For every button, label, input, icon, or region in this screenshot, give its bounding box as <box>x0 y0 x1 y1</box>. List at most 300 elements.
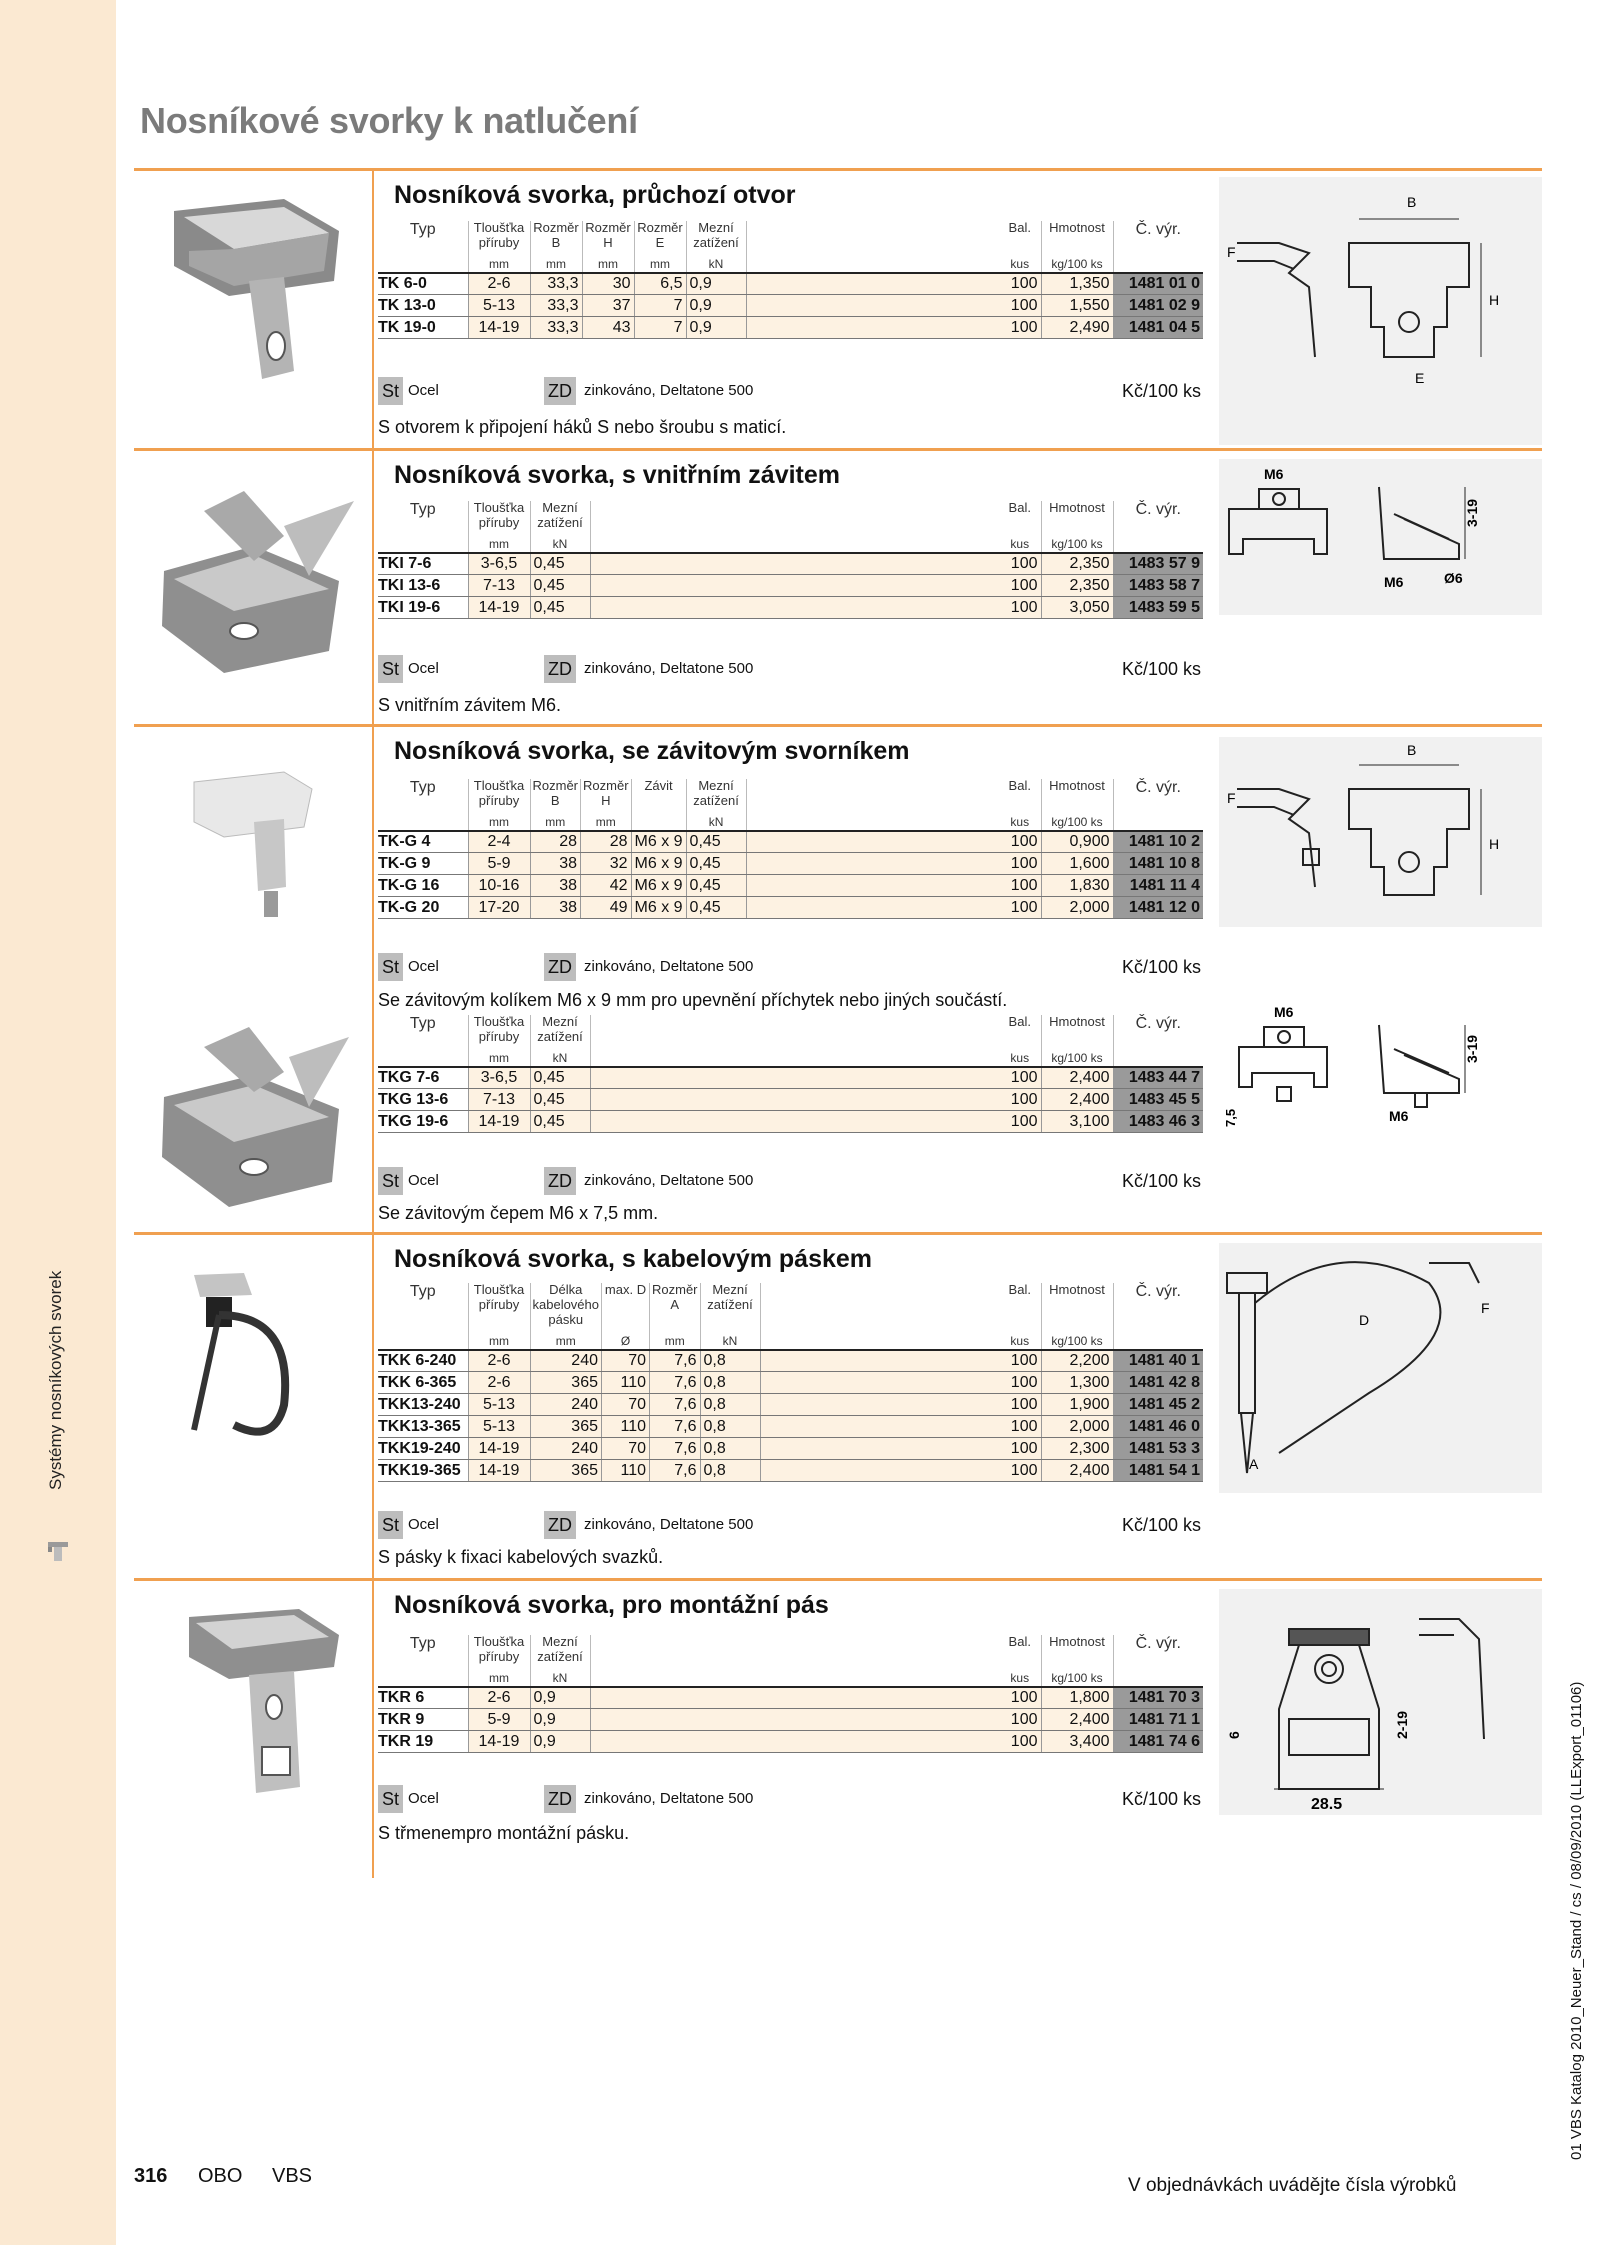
table-cell: M6 x 9 <box>631 875 686 897</box>
col-mezni: Mezní zatížení <box>700 1283 760 1328</box>
product-photo-tk <box>134 171 372 411</box>
table-cell: 1,300 <box>1041 1372 1113 1394</box>
table-cell: 28 <box>530 831 581 853</box>
material-row: St Ocel ZD zinkováno, Deltatone 500 Kč/100 ks <box>378 655 1203 683</box>
table-cell: 7-13 <box>468 1089 530 1111</box>
table-cell: 365 <box>530 1372 602 1394</box>
table-cell: 33,3 <box>530 273 582 295</box>
col-max-d: max. D <box>602 1283 650 1328</box>
section-note: S vnitřním závitem M6. <box>378 695 562 715</box>
product-type: TK 19-0 <box>378 317 468 339</box>
col-tloustka: Tloušťka příruby <box>468 1635 530 1665</box>
table-cell: 2,300 <box>1041 1438 1113 1460</box>
order-number: 1481 10 2 <box>1113 831 1203 853</box>
table-cell: 100 <box>999 1416 1041 1438</box>
table-row <box>378 1687 1203 1709</box>
material-row: St Ocel ZD zinkováno, Deltatone 500 Kč/100 ks <box>378 1785 1203 1813</box>
table-cell: 0,45 <box>530 1111 590 1133</box>
table-row <box>378 575 1203 597</box>
table-cell: 100 <box>999 875 1041 897</box>
section-note: Se závitovým kolíkem M6 x 9 mm pro upevnění příchytek nebo jiných součástí. <box>378 990 1008 1010</box>
table-cell: 0,45 <box>530 553 590 575</box>
product-type: TKK19-365 <box>378 1460 468 1482</box>
product-type: TKK13-365 <box>378 1416 468 1438</box>
table-row <box>378 273 1203 295</box>
section-note: S pásky k fixaci kabelových svazků. <box>378 1547 664 1567</box>
section-cable-tie <box>134 1232 1542 1578</box>
col-cvyr: Č. výr. <box>1135 1283 1181 1300</box>
svg-text:6: 6 <box>1226 1731 1242 1739</box>
table-cell: 33,3 <box>530 317 582 339</box>
table-cell: 110 <box>602 1416 650 1438</box>
table-cell: 100 <box>999 1067 1041 1089</box>
table-cell: 1,830 <box>1041 875 1113 897</box>
order-number: 1481 01 0 <box>1113 273 1203 295</box>
zd-badge: ZD <box>544 655 576 683</box>
table-cell: 7,6 <box>650 1394 701 1416</box>
table-cell: M6 x 9 <box>631 853 686 875</box>
svg-text:2-19: 2-19 <box>1394 1710 1410 1739</box>
table-cell: 100 <box>999 831 1041 853</box>
col-tloustka: Tloušťka příruby <box>468 1283 530 1328</box>
product-photo-tkr <box>134 1587 372 1817</box>
table-cell: 0,45 <box>686 831 746 853</box>
table-cell: M6 x 9 <box>631 897 686 919</box>
table-cell: M6 x 9 <box>631 831 686 853</box>
table-cell: 0,45 <box>686 897 746 919</box>
svg-text:M6: M6 <box>1384 574 1404 590</box>
table-cell: 365 <box>530 1416 602 1438</box>
table-row <box>378 1394 1203 1416</box>
col-hmotnost: Hmotnost <box>1041 1015 1113 1045</box>
product-type: TKI 19-6 <box>378 597 468 619</box>
col-bal: Bal. <box>999 1283 1041 1328</box>
product-type: TKI 13-6 <box>378 575 468 597</box>
table-cell: 3,050 <box>1041 597 1113 619</box>
table-row <box>378 1067 1203 1089</box>
sidebar-band <box>0 0 116 2245</box>
table-row <box>378 1460 1203 1482</box>
table-cell: 14-19 <box>468 1731 530 1753</box>
table-cell: 2,400 <box>1041 1089 1113 1111</box>
section-note: S otvorem k připojení háků S nebo šroubu s maticí. <box>378 417 787 437</box>
svg-text:D: D <box>1359 1312 1370 1328</box>
table-cell: 2,400 <box>1041 1067 1113 1089</box>
section-title: Nosníková svorka, pro montážní pás <box>394 1591 829 1619</box>
table-cell: 2,350 <box>1041 553 1113 575</box>
table-cell: 0,45 <box>686 853 746 875</box>
table-cell: 100 <box>999 1438 1041 1460</box>
table-cell: 2-6 <box>468 1350 530 1372</box>
table-row <box>378 1111 1203 1133</box>
table-cell: 7,6 <box>650 1350 701 1372</box>
page-title: Nosníkové svorky k natlučení <box>140 100 638 141</box>
order-number: 1481 54 1 <box>1113 1460 1203 1482</box>
table-cell: 0,45 <box>530 1089 590 1111</box>
price-unit: Kč/100 ks <box>1121 1515 1201 1535</box>
table-cell: 2,400 <box>1041 1709 1113 1731</box>
product-type: TK 6-0 <box>378 273 468 295</box>
col-tloustka: Tloušťka příruby <box>468 1015 530 1045</box>
svg-text:M6: M6 <box>1274 1004 1294 1020</box>
table-cell: 0,900 <box>1041 831 1113 853</box>
product-type: TKK 6-365 <box>378 1372 468 1394</box>
col-rozmer-b: Rozměr B <box>530 779 581 809</box>
order-number: 1481 42 8 <box>1113 1372 1203 1394</box>
col-cvyr: Č. výr. <box>1135 1015 1181 1032</box>
table-cell: 100 <box>999 295 1041 317</box>
table-cell: 365 <box>530 1460 602 1482</box>
product-type: TKR 19 <box>378 1731 468 1753</box>
table-row <box>378 295 1203 317</box>
technical-drawing-tkg-stud <box>1219 997 1542 1159</box>
col-hmotnost: Hmotnost <box>1041 1283 1113 1328</box>
table-cell: 70 <box>602 1350 650 1372</box>
table-cell: 100 <box>999 1709 1041 1731</box>
price-unit: Kč/100 ks <box>1121 1171 1201 1191</box>
table-cell: 100 <box>999 1731 1041 1753</box>
table-cell: 3-6,5 <box>468 553 530 575</box>
table-cell: 3-6,5 <box>468 1067 530 1089</box>
table-row <box>378 875 1203 897</box>
col-bal: Bal. <box>999 221 1041 251</box>
col-delka: Délka kabelového pásku <box>530 1283 602 1328</box>
table-cell: 1,900 <box>1041 1394 1113 1416</box>
table-cell: 0,45 <box>530 575 590 597</box>
table-cell: 0,8 <box>700 1394 760 1416</box>
table-cell: 38 <box>530 897 581 919</box>
order-number: 1481 46 0 <box>1113 1416 1203 1438</box>
product-type: TKG 19-6 <box>378 1111 468 1133</box>
table-cell: 3,400 <box>1041 1731 1113 1753</box>
col-cvyr: Č. výr. <box>1135 501 1181 518</box>
table-cell: 70 <box>602 1394 650 1416</box>
table-row <box>378 597 1203 619</box>
table-cell: 1,800 <box>1041 1687 1113 1709</box>
table-cell: 5-13 <box>468 1394 530 1416</box>
product-type: TKR 9 <box>378 1709 468 1731</box>
order-number: 1481 10 8 <box>1113 853 1203 875</box>
zd-badge: ZD <box>544 377 576 405</box>
table-cell: 2-4 <box>468 831 530 853</box>
spec-table: Typ Tloušťka příruby Mezní zatížení Bal. Hmotnost Č. výr. mm kN kus kg/100 ks TKR 6 2-6 0,9 100 1,800 1481 70 3 TKR 9 5-9 0,9 100 2,400 1481 71 1 TKR 19 14-19 0,9 100 3,400 1481 74 6 <box>378 1635 1203 1753</box>
table-cell: 2-6 <box>468 273 530 295</box>
section-title: Nosníková svorka, průchozí otvor <box>394 181 796 209</box>
table-cell: 3,100 <box>1041 1111 1113 1133</box>
table-cell: 100 <box>999 1372 1041 1394</box>
col-rozmer-b: Rozměr B <box>530 221 582 251</box>
table-row <box>378 1089 1203 1111</box>
order-number: 1481 74 6 <box>1113 1731 1203 1753</box>
technical-drawing-tkg <box>1219 737 1542 927</box>
section-threaded-stud <box>134 724 1542 1232</box>
order-number: 1483 58 7 <box>1113 575 1203 597</box>
table-cell: 0,45 <box>530 1067 590 1089</box>
table-cell: 100 <box>999 575 1041 597</box>
table-cell: 100 <box>999 1394 1041 1416</box>
svg-text:B: B <box>1407 194 1417 210</box>
order-number: 1481 70 3 <box>1113 1687 1203 1709</box>
table-cell: 100 <box>999 1111 1041 1133</box>
table-cell: 100 <box>999 1687 1041 1709</box>
price-unit: Kč/100 ks <box>1121 957 1201 977</box>
page-number: 316 <box>134 2165 168 2187</box>
svg-text:7,5: 7,5 <box>1223 1108 1238 1127</box>
table-cell: 7,6 <box>650 1460 701 1482</box>
product-photo-tkg <box>134 727 372 927</box>
table-cell: 0,9 <box>530 1709 590 1731</box>
col-typ: Typ <box>378 1015 468 1045</box>
table-cell: 0,8 <box>700 1416 760 1438</box>
table-cell: 1,350 <box>1041 273 1113 295</box>
col-typ: Typ <box>378 779 468 809</box>
table-cell: 1,600 <box>1041 853 1113 875</box>
col-tloustka: Tloušťka příruby <box>468 221 530 251</box>
order-number: 1481 71 1 <box>1113 1709 1203 1731</box>
sidebar-text: Systémy nosníkových svorek <box>46 1270 65 1490</box>
table-cell: 240 <box>530 1438 602 1460</box>
material-row: St Ocel ZD zinkováno, Deltatone 500 Kč/100 ks <box>378 953 1203 981</box>
svg-text:H: H <box>1489 836 1500 852</box>
table-cell: 32 <box>581 853 632 875</box>
table-cell: 7-13 <box>468 575 530 597</box>
table-cell: 0,9 <box>686 273 746 295</box>
order-number: 1483 46 3 <box>1113 1111 1203 1133</box>
table-row <box>378 1372 1203 1394</box>
table-cell: 5-9 <box>468 853 530 875</box>
zd-badge: ZD <box>544 1785 576 1813</box>
table-cell: 14-19 <box>468 1460 530 1482</box>
table-cell: 2,000 <box>1041 897 1113 919</box>
table-row <box>378 1416 1203 1438</box>
table-cell: 100 <box>999 273 1041 295</box>
section-title: Nosníková svorka, se závitovým svorníkem <box>394 737 910 765</box>
product-photo-tkk <box>134 1255 372 1455</box>
table-cell: 5-9 <box>468 1709 530 1731</box>
col-typ: Typ <box>378 1283 468 1328</box>
product-type: TKG 7-6 <box>378 1067 468 1089</box>
table-cell: 0,9 <box>686 317 746 339</box>
svg-text:28.5: 28.5 <box>1311 1796 1343 1813</box>
spec-table: Typ Tloušťka příruby Rozměr B Rozměr H Rozměr E Mezní zatížení Bal. Hmotnost Č. výr. mm mm mm mm kN kus kg/100 ks TK 6-0 2-6 33,3 30 6,5 0,9 100 1,350 1481 01 0 TK 13-0 5-13 33,3 37 7 0,9 100 1,550 1481 02 9 TK 19-0 14-19 33,3 43 7 0,9 100 2,490 1481 04 5 <box>378 221 1203 339</box>
st-badge: St <box>378 953 403 981</box>
table-cell: 2,490 <box>1041 317 1113 339</box>
section-mounting-strip <box>134 1578 1542 1878</box>
footer-brand: OBO <box>198 2165 243 2187</box>
table-cell: 33,3 <box>530 295 582 317</box>
order-number: 1481 40 1 <box>1113 1350 1203 1372</box>
table-cell: 240 <box>530 1394 602 1416</box>
table-cell: 14-19 <box>468 1111 530 1133</box>
product-type: TKI 7-6 <box>378 553 468 575</box>
table-cell: 0,8 <box>700 1438 760 1460</box>
svg-text:B: B <box>1407 742 1417 758</box>
table-cell: 10-16 <box>468 875 530 897</box>
table-cell: 5-13 <box>468 295 530 317</box>
table-cell: 0,45 <box>686 875 746 897</box>
col-typ: Typ <box>378 501 468 531</box>
col-bal: Bal. <box>999 501 1041 531</box>
col-tloustka: Tloušťka příruby <box>468 779 530 809</box>
col-bal: Bal. <box>999 779 1041 809</box>
table-cell: 240 <box>530 1350 602 1372</box>
table-row <box>378 897 1203 919</box>
svg-text:F: F <box>1227 790 1236 806</box>
table-cell: 7,6 <box>650 1372 701 1394</box>
footer-order-hint: V objednávkách uvádějte čísla výrobků <box>1128 2175 1457 2196</box>
order-number: 1481 02 9 <box>1113 295 1203 317</box>
table-row <box>378 853 1203 875</box>
table-cell: 70 <box>602 1438 650 1460</box>
price-unit: Kč/100 ks <box>1121 381 1201 401</box>
side-code: 01 VBS Katalog 2010_Neuer_Stand / cs / 08/09/2010 (LLExport_01106) <box>1568 1681 1585 2160</box>
order-number: 1481 45 2 <box>1113 1394 1203 1416</box>
svg-text:Ø6: Ø6 <box>1444 570 1463 586</box>
table-cell: 100 <box>999 553 1041 575</box>
material-row-2: St Ocel ZD zinkováno, Deltatone 500 Kč/100 ks <box>378 1167 1203 1195</box>
order-number: 1481 12 0 <box>1113 897 1203 919</box>
table-cell: 14-19 <box>468 597 530 619</box>
material-row: St Ocel ZD zinkováno, Deltatone 500 Kč/100 ks <box>378 1511 1203 1539</box>
section-title: Nosníková svorka, s kabelovým páskem <box>394 1245 873 1273</box>
technical-drawing-tkr <box>1219 1589 1542 1815</box>
zd-badge: ZD <box>544 1167 576 1195</box>
table-cell: 110 <box>602 1372 650 1394</box>
zd-badge: ZD <box>544 953 576 981</box>
col-zavit: Závit <box>631 779 686 809</box>
price-unit: Kč/100 ks <box>1121 1789 1201 1809</box>
st-badge: St <box>378 1785 403 1813</box>
col-hmotnost: Hmotnost <box>1041 779 1113 809</box>
table-cell: 49 <box>581 897 632 919</box>
product-type: TK-G 16 <box>378 875 468 897</box>
material-row: St Ocel ZD zinkováno, Deltatone 500 Kč/100 ks <box>378 377 1203 405</box>
table-row <box>378 553 1203 575</box>
svg-text:F: F <box>1227 244 1236 260</box>
col-rozmer-h: Rozměr H <box>581 779 632 809</box>
section-title: Nosníková svorka, s vnitřním závitem <box>394 461 841 489</box>
price-unit: Kč/100 ks <box>1121 659 1201 679</box>
table-row <box>378 1731 1203 1753</box>
svg-text:A: A <box>1249 1456 1259 1472</box>
technical-drawing-tki <box>1219 459 1542 615</box>
svg-text:M6: M6 <box>1389 1108 1409 1124</box>
order-number: 1483 57 9 <box>1113 553 1203 575</box>
order-number: 1483 45 5 <box>1113 1089 1203 1111</box>
product-type: TK-G 20 <box>378 897 468 919</box>
table-cell: 100 <box>999 1089 1041 1111</box>
col-bal: Bal. <box>999 1015 1041 1045</box>
table-cell: 17-20 <box>468 897 530 919</box>
product-type: TK-G 9 <box>378 853 468 875</box>
table-row <box>378 1350 1203 1372</box>
col-typ: Typ <box>378 221 468 251</box>
spec-table-2: Typ Tloušťka příruby Mezní zatížení Bal. Hmotnost Č. výr. mm kN kus kg/100 ks TKG 7-6 3-6,5 0,45 100 2,400 1483 44 7 TKG 13-6 7-13 0,45 100 2,400 1483 45 5 TKG 19-6 14-19 0,45 100 3,100 1483 46 3 <box>378 1015 1203 1133</box>
col-mezni: Mezní zatížení <box>686 221 746 251</box>
col-mezni: Mezní zatížení <box>686 779 746 809</box>
col-mezni: Mezní zatížení <box>530 1015 590 1045</box>
product-type: TKR 6 <box>378 1687 468 1709</box>
product-photo-tki <box>134 451 372 691</box>
table-cell: 0,9 <box>530 1687 590 1709</box>
table-cell: 7,6 <box>650 1416 701 1438</box>
technical-drawing-tk <box>1219 177 1542 445</box>
col-rozmer-h: Rozměr H <box>582 221 634 251</box>
table-cell: 2-6 <box>468 1687 530 1709</box>
table-cell: 2,200 <box>1041 1350 1113 1372</box>
table-cell: 2,000 <box>1041 1416 1113 1438</box>
table-cell: 2,400 <box>1041 1460 1113 1482</box>
clamp-icon <box>46 1538 72 1564</box>
spec-table: Typ Tloušťka příruby Mezní zatížení Bal. Hmotnost Č. výr. mm kN kus kg/100 ks TKI 7-6 3-6,5 0,45 100 2,350 1483 57 9 TKI 13-6 7-13 0,45 100 2,350 1483 58 7 TKI 19-6 14-19 0,45 100 3,050 1483 59 5 <box>378 501 1203 619</box>
table-cell: 2,350 <box>1041 575 1113 597</box>
svg-text:H: H <box>1489 292 1500 308</box>
section-note-2: Se závitovým čepem M6 x 7,5 mm. <box>378 1203 659 1223</box>
table-cell: 7 <box>634 295 686 317</box>
table-cell: 38 <box>530 853 581 875</box>
col-cvyr: Č. výr. <box>1135 221 1181 238</box>
table-cell: 43 <box>582 317 634 339</box>
col-mezni: Mezní zatížení <box>530 1635 590 1665</box>
product-type: TK-G 4 <box>378 831 468 853</box>
table-cell: 0,45 <box>530 597 590 619</box>
spec-table: Typ Tloušťka příruby Rozměr B Rozměr H Závit Mezní zatížení Bal. Hmotnost Č. výr. mm mm mm kN kus kg/100 ks TK-G 4 2-4 28 28 M6 x 9 0,45 100 0,900 1481 10 2 TK-G 9 5-9 38 32 M6 x 9 0,45 100 1,600 1481 10 8 TK-G 16 10-16 38 42 M6 x 9 0,45 100 1,830 1481 11 4 TK-G 20 17-20 38 49 M6 x 9 0,45 100 2,000 1481 12 0 <box>378 779 1203 919</box>
order-number: 1483 44 7 <box>1113 1067 1203 1089</box>
order-number: 1481 53 3 <box>1113 1438 1203 1460</box>
table-cell: 100 <box>999 1350 1041 1372</box>
table-cell: 6,5 <box>634 273 686 295</box>
order-number: 1483 59 5 <box>1113 597 1203 619</box>
spec-table: Typ Tloušťka příruby Délka kabelového pásku max. D Rozměr A Mezní zatížení Bal. Hmotnost Č. výr. mm mm Ø mm kN kus kg/100 ks TKK 6-240 2-6 240 70 7,6 0,8 100 2,200 1481 40 1 TKK 6-365 2-6 365 110 7,6 0,8 100 1,300 1481 42 8 TKK13-240 5-13 240 70 7,6 0,8 100 1,900 1481 45 2 TKK13-365 5-13 365 110 7,6 0,8 100 2,000 1481 46 0 TKK19-240 14-19 240 70 7,6 0,8 100 2,300 1481 53 3 TKK19-365 14-19 365 110 7,6 0,8 100 2,400 1481 54 1 <box>378 1283 1203 1482</box>
col-hmotnost: Hmotnost <box>1041 1635 1113 1665</box>
product-type: TKK19-240 <box>378 1438 468 1460</box>
product-type: TK 13-0 <box>378 295 468 317</box>
col-bal: Bal. <box>999 1635 1041 1665</box>
table-cell: 28 <box>581 831 632 853</box>
svg-text:3-19: 3-19 <box>1464 498 1480 527</box>
product-type: TKK 6-240 <box>378 1350 468 1372</box>
col-rozmer-e: Rozměr E <box>634 221 686 251</box>
product-photo-tkg-stud <box>134 997 372 1217</box>
table-cell: 7,6 <box>650 1438 701 1460</box>
st-badge: St <box>378 1511 403 1539</box>
table-cell: 14-19 <box>468 1438 530 1460</box>
section-internal-thread <box>134 448 1542 724</box>
table-row <box>378 831 1203 853</box>
st-badge: St <box>378 1167 403 1195</box>
col-typ: Typ <box>378 1635 468 1665</box>
table-cell: 110 <box>602 1460 650 1482</box>
zd-badge: ZD <box>544 1511 576 1539</box>
product-type: TKG 13-6 <box>378 1089 468 1111</box>
col-tloustka: Tloušťka příruby <box>468 501 530 531</box>
col-hmotnost: Hmotnost <box>1041 501 1113 531</box>
col-cvyr: Č. výr. <box>1135 1635 1181 1652</box>
table-cell: 100 <box>999 853 1041 875</box>
col-rozmer-a: Rozměr A <box>650 1283 701 1328</box>
table-cell: 0,9 <box>686 295 746 317</box>
table-cell: 7 <box>634 317 686 339</box>
svg-text:E: E <box>1415 370 1425 386</box>
table-cell: 100 <box>999 597 1041 619</box>
section-note: S třmenempro montážní pásku. <box>378 1823 630 1843</box>
svg-text:3-19: 3-19 <box>1464 1034 1480 1063</box>
table-cell: 2-6 <box>468 1372 530 1394</box>
product-type: TKK13-240 <box>378 1394 468 1416</box>
table-cell: 37 <box>582 295 634 317</box>
table-cell: 0,8 <box>700 1350 760 1372</box>
table-cell: 30 <box>582 273 634 295</box>
